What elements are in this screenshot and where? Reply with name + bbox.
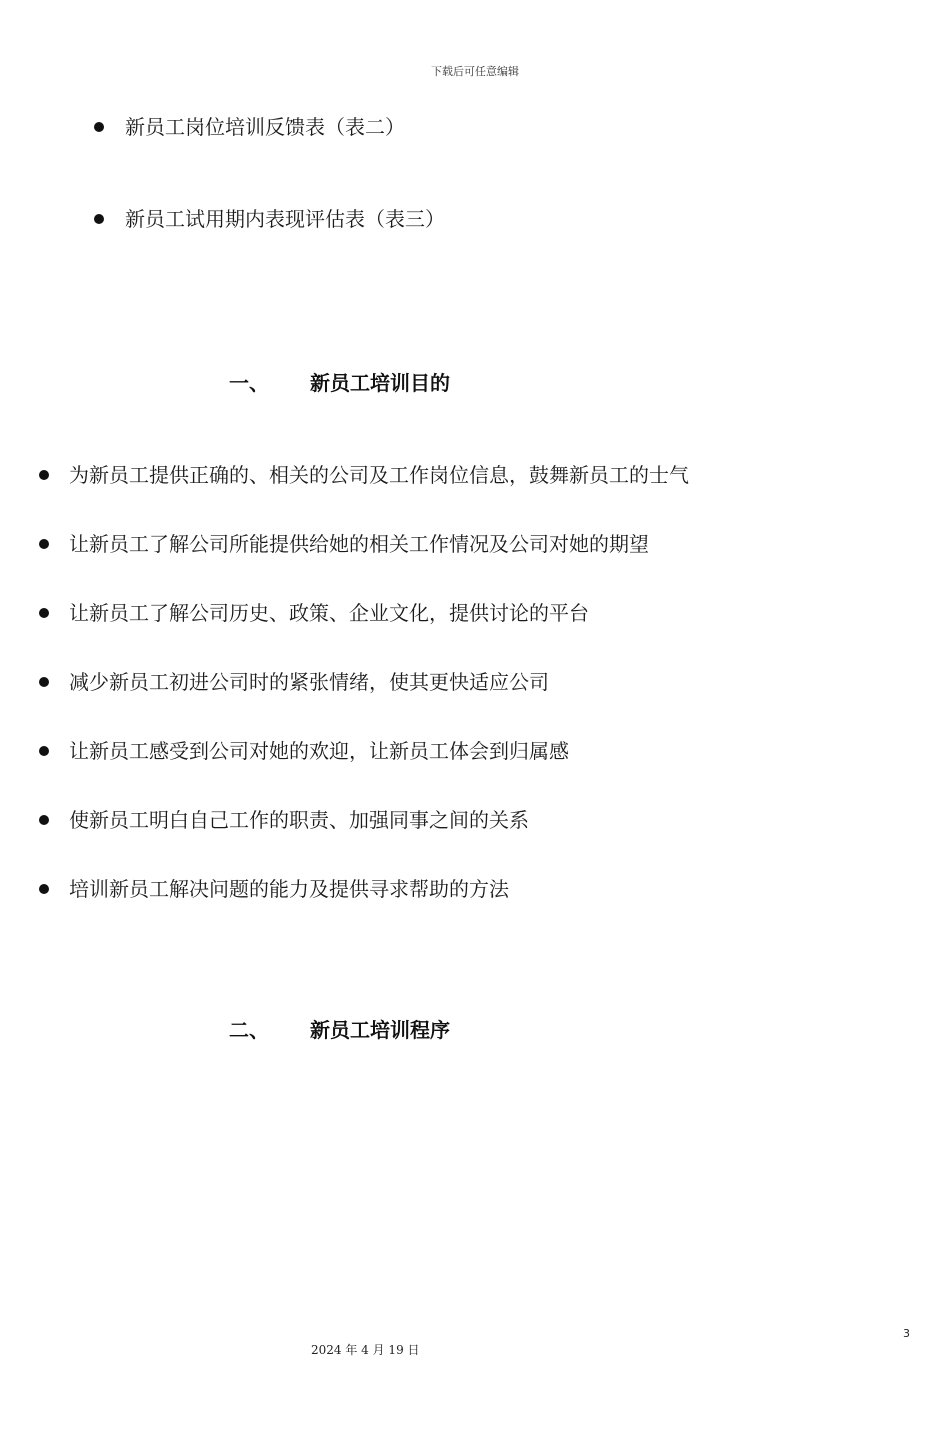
list-item-text: 使新员工明白自己工作的职责、加强同事之间的关系 [69,808,529,832]
list-item [94,113,405,141]
bullet-icon [39,677,49,687]
bullet-icon [94,122,104,132]
footer-date: 2024 年 4 月 19 日 [311,1343,420,1357]
list-item [39,599,589,627]
bullet-icon [39,608,49,618]
list-item [94,205,445,233]
bullet-icon [94,214,104,224]
section-heading-procedure [229,1016,450,1044]
page-number: 3 [903,1327,910,1340]
list-item [39,806,529,834]
bullet-icon [39,746,49,756]
list-item-text: 为新员工提供正确的、相关的公司及工作岗位信息，鼓舞新员工的士气 [69,463,689,487]
page-header-note: 下载后可任意编辑 [431,65,519,78]
list-item-text: 让新员工了解公司历史、政策、企业文化，提供讨论的平台 [69,601,589,625]
list-item-text: 新员工试用期内表现评估表（表三） [125,207,445,231]
list-item-text: 新员工岗位培训反馈表（表二） [125,115,405,139]
section-heading-purpose [229,369,450,397]
list-item-text: 减少新员工初进公司时的紧张情绪，使其更快适应公司 [69,670,549,694]
section-title: 新员工培训程序 [310,1018,450,1042]
section-number: 一、 [229,371,269,395]
list-item [39,668,549,696]
bullet-icon [39,815,49,825]
bullet-icon [39,470,49,480]
list-item-text: 培训新员工解决问题的能力及提供寻求帮助的方法 [69,877,509,901]
bullet-icon [39,884,49,894]
list-item [39,530,649,558]
section-number: 二、 [229,1018,269,1042]
list-item [39,461,689,489]
section-title: 新员工培训目的 [310,371,450,395]
list-item-text: 让新员工感受到公司对她的欢迎，让新员工体会到归属感 [69,739,569,763]
list-item-text: 让新员工了解公司所能提供给她的相关工作情况及公司对她的期望 [69,532,649,556]
bullet-icon [39,539,49,549]
list-item [39,875,509,903]
list-item [39,737,569,765]
